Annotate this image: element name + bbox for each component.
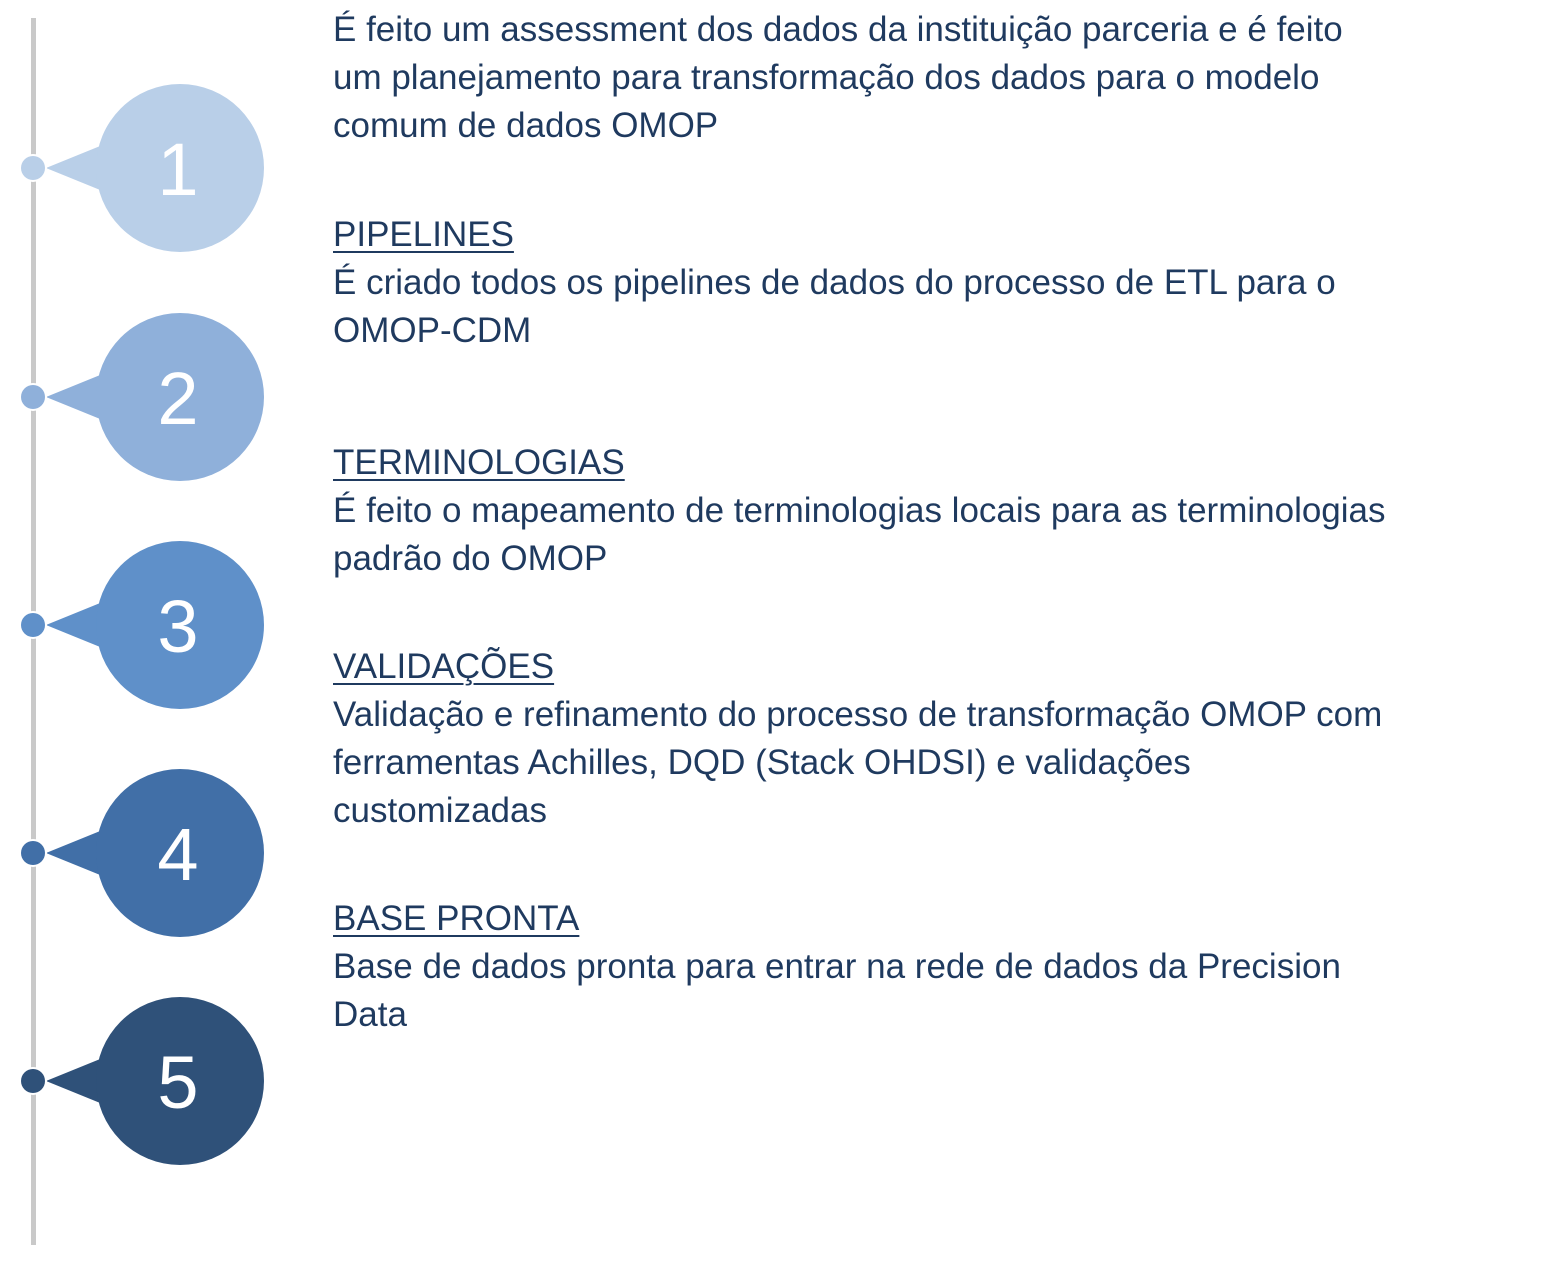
timeline-dot: [21, 841, 45, 865]
step-marker: [0, 967, 300, 1195]
step-description-line: ferramentas Achilles, DQD (Stack OHDSI) e validações: [333, 743, 1191, 782]
step-description-line: É feito o mapeamento de terminologias locais para as terminologias: [333, 491, 1386, 530]
step-title: VALIDAÇÕES: [333, 647, 555, 686]
step-description-line: Base de dados pronta para entrar na rede de dados da Precision: [333, 947, 1341, 986]
step-text: [333, 643, 1382, 835]
step-description-line: OMOP-CDM: [333, 311, 532, 350]
timeline-dot: [21, 156, 45, 180]
step-text: [333, 211, 1336, 355]
step-marker: [0, 739, 300, 967]
step-title: PIPELINES: [333, 215, 514, 254]
step-number: 5: [157, 1041, 199, 1124]
step-description-line: É criado todos os pipelines de dados do processo de ETL para o: [333, 263, 1336, 302]
step-description-line: É feito um assessment dos dados da instituição parceria e é feito: [333, 10, 1343, 49]
timeline-dot: [21, 385, 45, 409]
step-description-line: padrão do OMOP: [333, 539, 608, 578]
step-description-line: comum de dados OMOP: [333, 106, 719, 145]
timeline-step: [0, 899, 1566, 1195]
step-title: TERMINOLOGIAS: [333, 443, 625, 482]
step-marker: [0, 283, 300, 511]
step-number: 4: [157, 813, 199, 896]
step-number: 2: [157, 357, 199, 440]
step-marker: [0, 511, 300, 739]
step-number: 3: [157, 585, 199, 668]
timeline-dot: [21, 613, 45, 637]
step-text: [333, 439, 1386, 583]
step-description-line: um planejamento para transformação dos dados para o modelo: [333, 58, 1320, 97]
step-text: [333, 0, 1343, 150]
step-text: [333, 895, 1341, 1039]
step-title: BASE PRONTA: [333, 899, 580, 938]
step-number: 1: [157, 128, 199, 211]
step-description-line: Validação e refinamento do processo de transformação OMOP com: [333, 695, 1383, 734]
step-marker: [0, 54, 300, 282]
step-description-line: customizadas: [333, 791, 547, 830]
timeline-dot: [21, 1069, 45, 1093]
step-description-line: Data: [333, 995, 407, 1034]
